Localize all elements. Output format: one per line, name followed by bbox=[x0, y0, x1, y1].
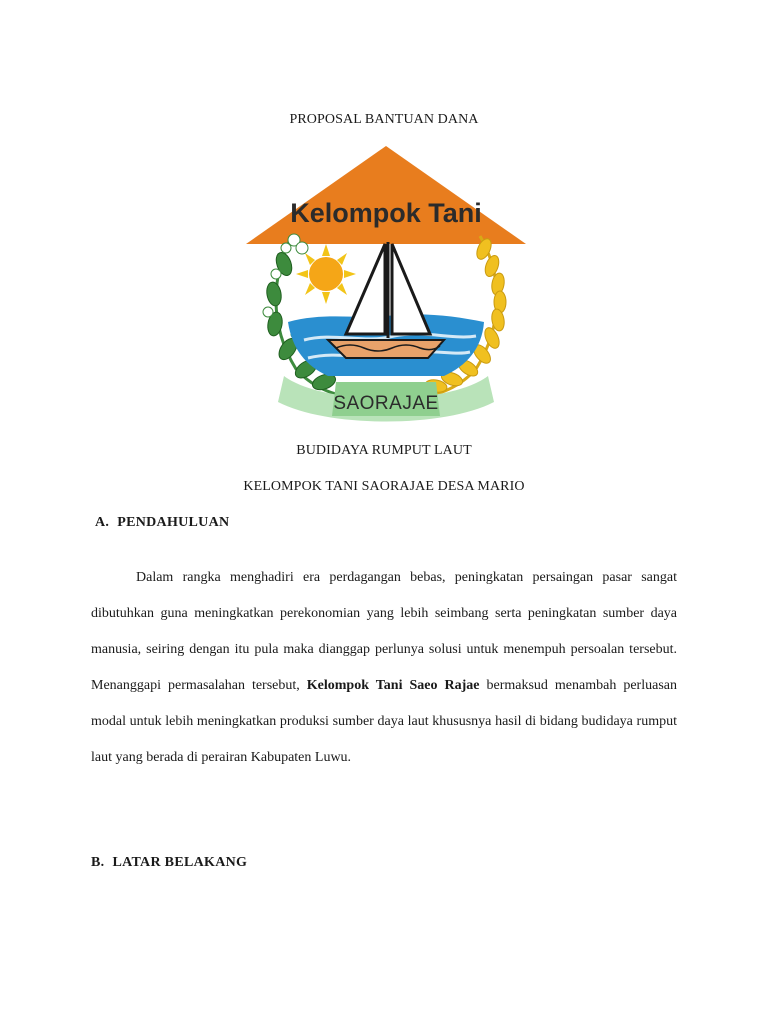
section-b-number: B. bbox=[91, 855, 105, 870]
section-a-number: A. bbox=[95, 515, 110, 530]
document-title: PROPOSAL BANTUAN DANA bbox=[289, 112, 479, 127]
subtitle-kelompok: KELOMPOK TANI SAORAJAE DESA MARIO bbox=[243, 479, 525, 494]
paragraph-bold-name: Kelompok Tani Saeo Rajae bbox=[306, 678, 480, 693]
logo-banner-text: Kelompok Tani bbox=[290, 198, 482, 228]
section-a-heading bbox=[95, 515, 229, 531]
logo-graphic bbox=[244, 144, 528, 424]
section-a-paragraph bbox=[91, 560, 677, 776]
section-b-heading bbox=[91, 855, 247, 871]
section-a-title: PENDAHULUAN bbox=[117, 515, 230, 530]
logo-roof bbox=[246, 146, 526, 244]
logo-sailboat bbox=[328, 242, 444, 358]
paragraph-part2: bermaksud menambah perluasan modal untuk lebih meningkatkan produksi sumber daya laut khususnya hasil di bidang budidaya rumput laut yang berada di perairan Kabupaten Luwu. bbox=[91, 678, 677, 765]
logo-ribbon-text: SAORAJAE bbox=[333, 393, 439, 414]
paragraph-part1: Dalam rangka menghadiri era perdagangan bebas, peningkatan persaingan pasar sangat dibutuhkan guna meningkatkan perekonomian yang lebih seimbang serta peningkatan sumber daya manusia, seiring dengan itu pula maka dianggap perlunya solusi untuk menempuh persoalan tersebut. Menanggapi permasalahan tersebut, bbox=[91, 570, 677, 693]
kelompok-tani-logo bbox=[244, 144, 528, 424]
section-b-title: LATAR BELAKANG bbox=[112, 855, 248, 870]
subtitle-budidaya: BUDIDAYA RUMPUT LAUT bbox=[296, 443, 472, 458]
logo-sun bbox=[296, 244, 356, 304]
